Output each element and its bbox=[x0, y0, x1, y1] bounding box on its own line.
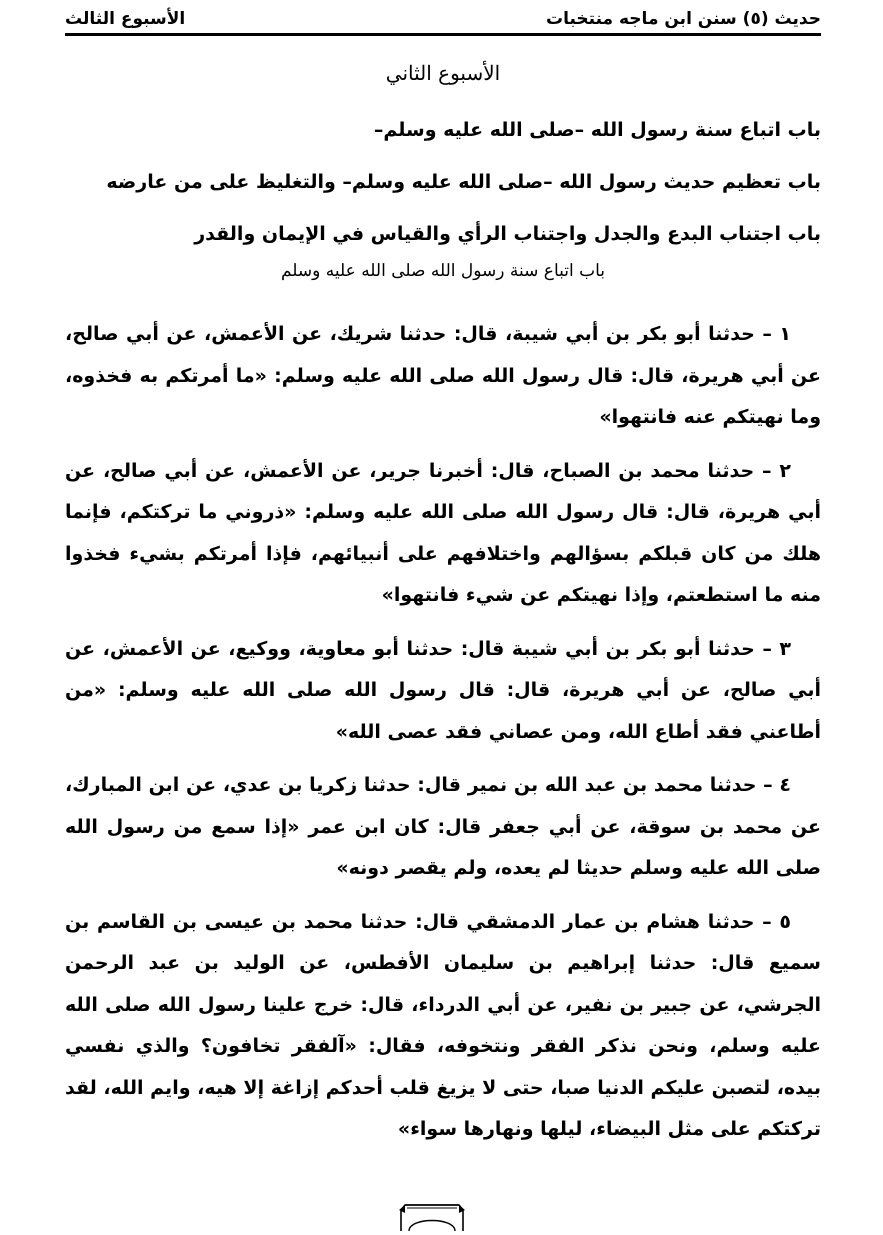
hadith-paragraph: ٥ – حدثنا هشام بن عمار الدمشقي قال: حدثنا محمد بن عيسى بن القاسم بن سميع قال: حدثنا إبراهيم بن سليمان الأفطس، عن الوليد بن عبد الرحمن الجرشي، عن جبير بن نفير، عن أبي الدرداء، قال: خرج علينا رسول الله صلى الله عليه وسلم، ونحن نذكر الفقر ونتخوفه، فقال: «آلفقر تخافون؟ والذي نفسي بيده، لتصبن عليكم الدنيا صبا، حتى لا يزيغ قلب أحدكم إزاغة إلا هيه، وايم الله، لقد تركتكم على مثل البيضاء، ليلها ونهارها سواء» bbox=[65, 910, 821, 1140]
hadith-paragraph: ٢ – حدثنا محمد بن الصباح، قال: أخبرنا جرير، عن الأعمش، عن أبي صالح، عن أبي هريرة، قال: قال رسول الله صلى الله عليه وسلم: «ذروني ما تركتكم، فإنما هلك من كان قبلكم بسؤالهم واختلافهم على أنبيائهم، فإذا أمرتكم بشيء فخذوا منه ما استطعتم، وإذا نهيتكم عن شيء فانتهوا» bbox=[65, 459, 821, 606]
chapter-list bbox=[65, 112, 821, 268]
running-header bbox=[65, 0, 821, 36]
hadith-paragraph: ٤ – حدثنا محمد بن عبد الله بن نمير قال: حدثنا زكريا بن عدي، عن ابن المبارك، عن محمد بن سوقة، عن أبي جعفر قال: كان ابن عمر «إذا سمع من رسول الله صلى الله عليه وسلم حديثا لم يعده، ولم يقصر دونه» bbox=[65, 774, 821, 879]
section-subtitle: باب اتباع سنة رسول الله صلى الله عليه وسلم bbox=[280, 261, 606, 281]
chapter-heading: باب اتباع سنة رسول الله –صلى الله عليه وسلم– bbox=[373, 119, 821, 141]
document-page bbox=[65, 0, 821, 1163]
hadith-paragraph: ٣ – حدثنا أبو بكر بن أبي شيبة قال: حدثنا أبو معاوية، ووكيع، عن الأعمش، عن أبي صالح، عن أبي هريرة، قال: قال رسول الله صلى الله عليه وسلم: «من أطاعني فقد أطاع الله، ومن عصاني فقد عصى الله» bbox=[65, 637, 821, 743]
hadith-paragraph: ١ – حدثنا أبو بكر بن أبي شيبة، قال: حدثنا شريك، عن الأعمش، عن أبي صالح، عن أبي هريرة، قال: قال رسول الله صلى الله عليه وسلم: «ما أمرتكم به فخذوه، وما نهيتكم عنه فانتهوا» bbox=[65, 323, 821, 428]
chapter-heading: باب اجتناب البدع والجدل واجتناب الرأي والقياس في الإيمان والقدر bbox=[194, 223, 821, 245]
week-title: الأسبوع الثاني bbox=[385, 61, 501, 85]
header-week-label: الأسبوع الثالث bbox=[65, 9, 186, 29]
chapter-heading: باب تعظيم حديث رسول الله –صلى الله عليه وسلم– والتغليظ على من عارضه bbox=[106, 171, 821, 193]
header-book-title: حديث (٥) سنن ابن ماجه منتخبات bbox=[546, 9, 821, 29]
page-number-ornament-icon bbox=[395, 1201, 469, 1231]
